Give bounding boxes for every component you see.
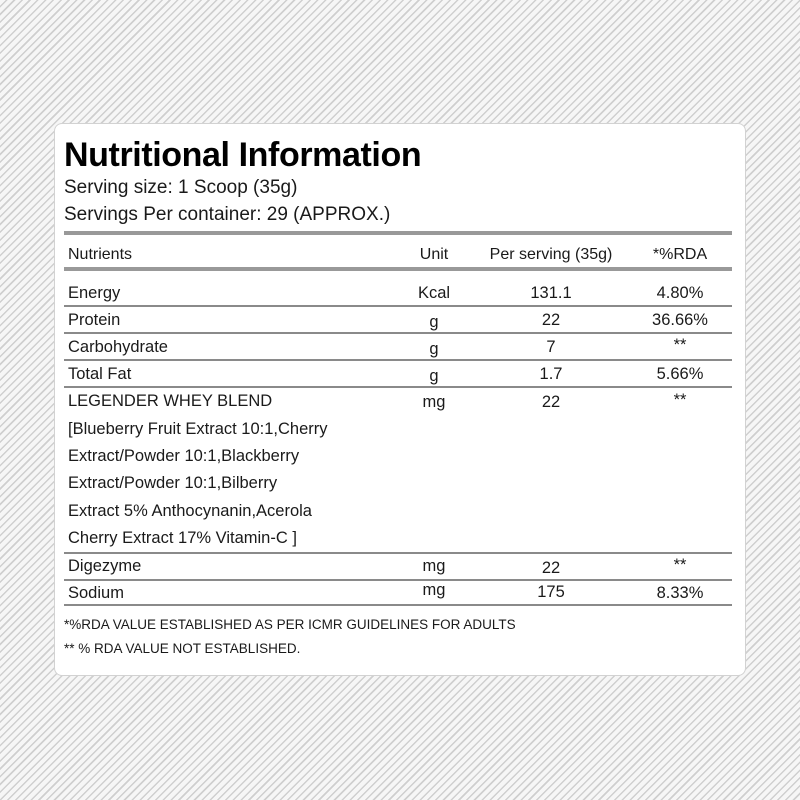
- row-divider: [64, 386, 732, 388]
- nutrient-name: Total Fat: [68, 365, 132, 383]
- nutrient-per-serving: 1.7: [539, 365, 563, 383]
- servings-per-container: Servings Per container: 29 (APPROX.): [64, 204, 391, 225]
- header-bottom-rule: [64, 267, 732, 271]
- row-divider: [64, 332, 732, 334]
- label-title: Nutritional Information: [64, 136, 422, 174]
- nutrient-unit: g: [429, 367, 439, 385]
- row-divider: [64, 305, 732, 307]
- blend-detail-line: Extract/Powder 10:1,Bilberry: [68, 474, 278, 492]
- nutrient-unit: g: [429, 340, 439, 358]
- blend-detail-line: Extract/Powder 10:1,Blackberry: [68, 447, 300, 465]
- footnote-rda-established: *%RDA VALUE ESTABLISHED AS PER ICMR GUIDELINES FOR ADULTS: [64, 617, 516, 632]
- nutrient-rda: 36.66%: [652, 311, 708, 329]
- nutrient-name: Digezyme: [68, 557, 142, 575]
- header-nutrients: Nutrients: [68, 246, 133, 263]
- nutrient-unit: Kcal: [417, 284, 451, 302]
- header-unit: Unit: [419, 246, 449, 263]
- nutrient-name: LEGENDER WHEY BLEND: [68, 392, 273, 410]
- nutrient-per-serving: 175: [537, 583, 565, 601]
- nutrient-per-serving: 22: [541, 393, 561, 411]
- nutrient-name: Protein: [68, 311, 121, 329]
- nutrient-rda: 5.66%: [656, 365, 704, 383]
- nutrition-label-card: [54, 123, 746, 676]
- nutrient-unit: mg: [422, 393, 446, 411]
- nutrient-name: Carbohydrate: [68, 338, 168, 356]
- nutrient-unit: mg: [422, 581, 446, 599]
- nutrient-per-serving: 131.1: [530, 284, 572, 302]
- nutrient-rda: **: [673, 336, 687, 354]
- blend-detail-line: Extract 5% Anthocynanin,Acerola: [68, 502, 312, 520]
- serving-size: Serving size: 1 Scoop (35g): [64, 177, 298, 198]
- nutrient-rda: 4.80%: [656, 284, 704, 302]
- nutrient-rda: **: [673, 556, 687, 574]
- footnote-rda-not-established: ** % RDA VALUE NOT ESTABLISHED.: [64, 641, 301, 656]
- row-divider: [64, 579, 732, 581]
- nutrient-name: Energy: [68, 284, 121, 302]
- blend-detail-line: [Blueberry Fruit Extract 10:1,Cherry: [68, 420, 328, 438]
- nutrient-per-serving: 22: [541, 559, 561, 577]
- nutrient-rda: 8.33%: [656, 584, 704, 602]
- nutrient-unit: mg: [422, 557, 446, 575]
- row-divider: [64, 552, 732, 554]
- header-rda: *%RDA: [652, 246, 708, 263]
- nutrient-per-serving: 7: [546, 338, 556, 356]
- nutrient-per-serving: 22: [541, 311, 561, 329]
- header-per-serving: Per serving (35g): [489, 246, 613, 263]
- header-top-rule: [64, 231, 732, 235]
- nutrient-rda: **: [673, 391, 687, 409]
- blend-detail-line: Cherry Extract 17% Vitamin-C ]: [68, 529, 297, 547]
- row-divider: [64, 604, 732, 606]
- nutrient-unit: g: [429, 313, 439, 331]
- nutrient-name: Sodium: [68, 584, 124, 602]
- row-divider: [64, 359, 732, 361]
